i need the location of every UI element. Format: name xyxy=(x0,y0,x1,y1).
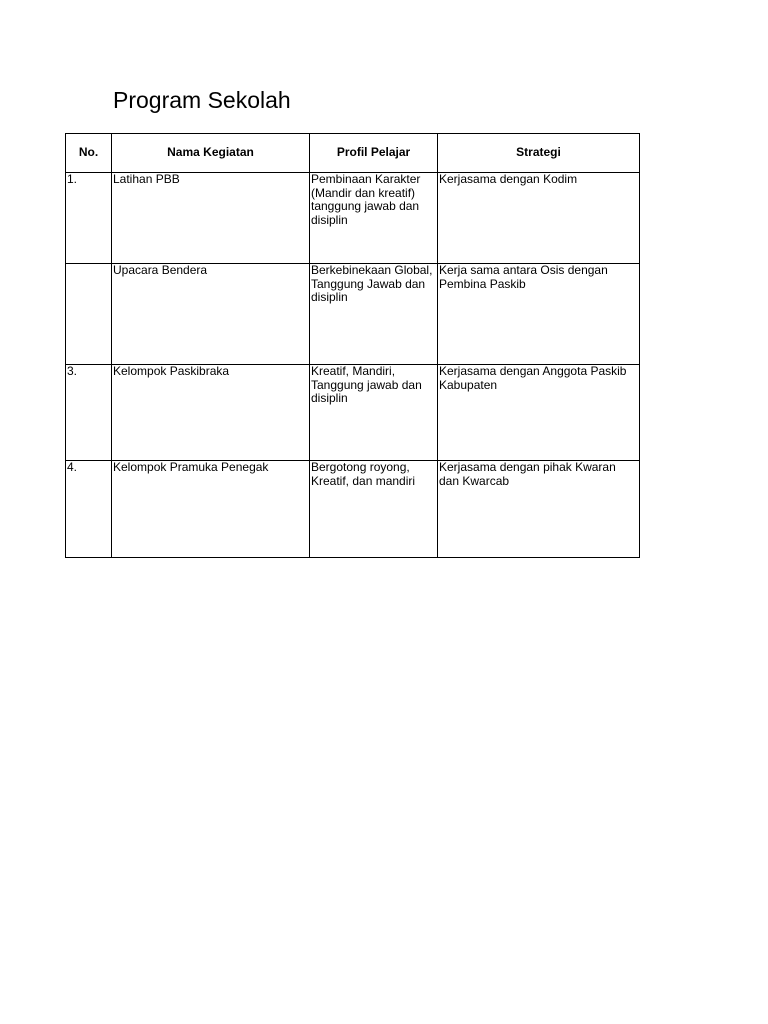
cell-strategi: Kerjasama dengan pihak Kwaran dan Kwarcab xyxy=(438,461,640,558)
cell-no: 1. xyxy=(66,173,112,264)
cell-nama-kegiatan: Kelompok Paskibraka xyxy=(112,365,310,461)
cell-no: 4. xyxy=(66,461,112,558)
page-title: Program Sekolah xyxy=(113,87,291,113)
cell-profil-pelajar: Berkebinekaan Global, Tanggung Jawab dan disiplin xyxy=(310,264,438,365)
header-strategi: Strategi xyxy=(438,134,640,173)
table-row xyxy=(66,461,640,558)
header-nama-kegiatan: Nama Kegiatan xyxy=(112,134,310,173)
cell-strategi: Kerjasama dengan Kodim xyxy=(438,173,640,264)
header-no: No. xyxy=(66,134,112,173)
table-row xyxy=(66,173,640,264)
cell-nama-kegiatan: Latihan PBB xyxy=(112,173,310,264)
cell-strategi: Kerjasama dengan Anggota Paskib Kabupaten xyxy=(438,365,640,461)
cell-profil-pelajar: Bergotong royong, Kreatif, dan mandiri xyxy=(310,461,438,558)
header-profil-pelajar: Profil Pelajar xyxy=(310,134,438,173)
table-header-row xyxy=(66,134,640,173)
cell-no xyxy=(66,264,112,365)
program-table xyxy=(65,133,640,558)
cell-profil-pelajar: Kreatif, Mandiri, Tanggung jawab dan disiplin xyxy=(310,365,438,461)
cell-nama-kegiatan: Upacara Bendera xyxy=(112,264,310,365)
cell-nama-kegiatan: Kelompok Pramuka Penegak xyxy=(112,461,310,558)
table-row xyxy=(66,365,640,461)
cell-profil-pelajar: Pembinaan Karakter (Mandir dan kreatif) tanggung jawab dan disiplin xyxy=(310,173,438,264)
table-row xyxy=(66,264,640,365)
cell-strategi: Kerja sama antara Osis dengan Pembina Paskib xyxy=(438,264,640,365)
cell-no: 3. xyxy=(66,365,112,461)
